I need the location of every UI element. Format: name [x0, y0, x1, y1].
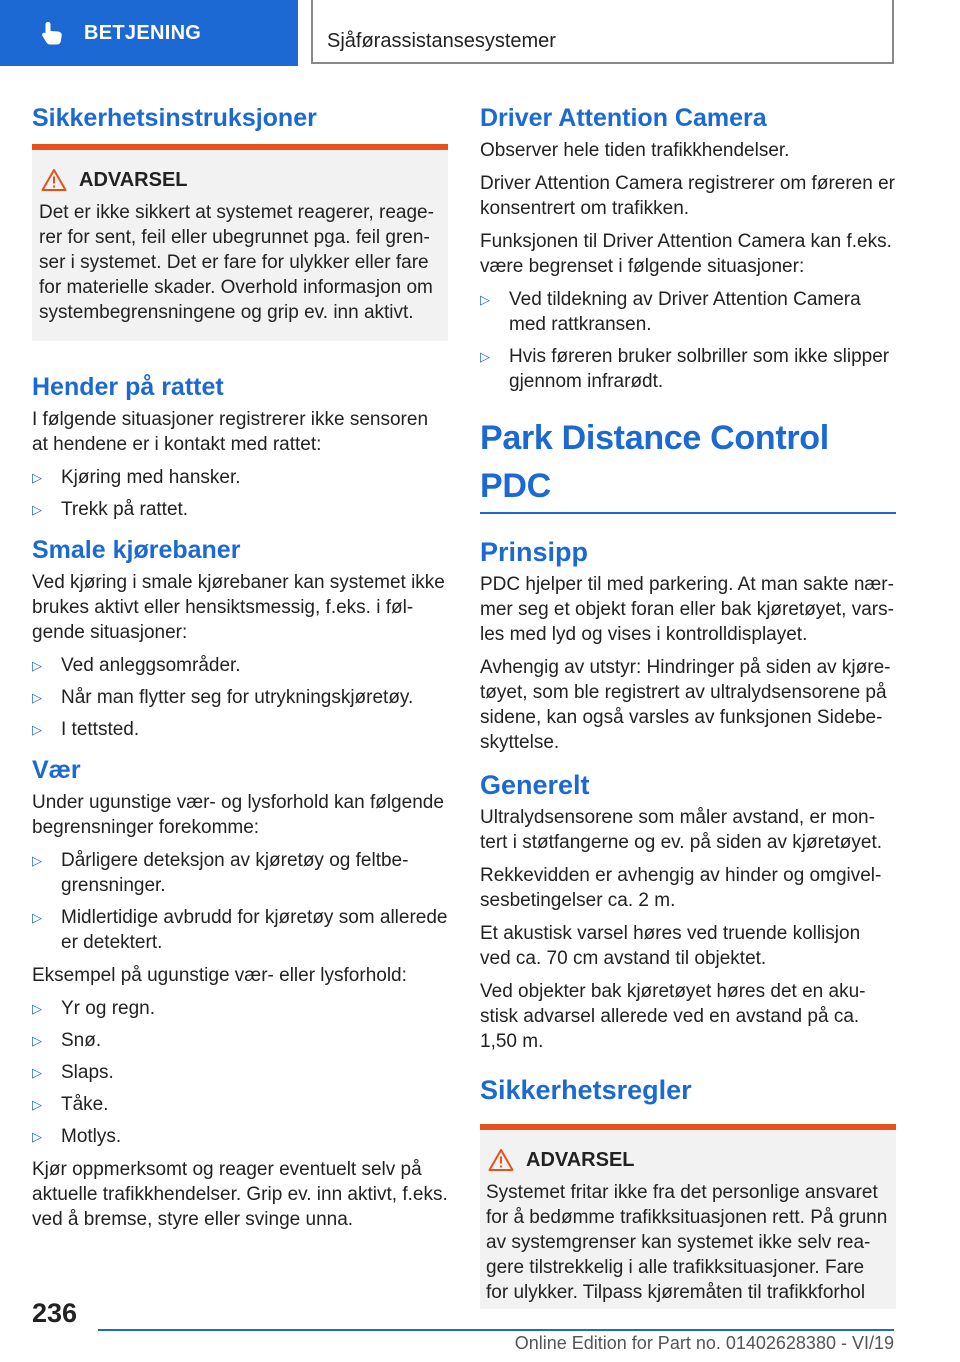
edition-info: Online Edition for Part no. 01402628380 - VI/19	[514, 1333, 894, 1353]
list-item: ▷ Hvis føreren bruker solbriller som ikke slipper gjennom infrarødt.	[480, 346, 890, 392]
right-column	[480, 98, 896, 1309]
heading-hands-on-wheel: Hender på rattet	[32, 373, 224, 401]
warning-title: ADVARSEL	[526, 1148, 635, 1171]
bullet-triangle-icon: ▷	[32, 1065, 42, 1080]
footer-divider	[98, 1329, 894, 1331]
bullet-triangle-icon: ▷	[32, 502, 42, 517]
camera-text-1: Observer hele tiden trafikkhendelser.	[480, 140, 790, 161]
chapter-title: Sjåførassistansesystemer	[327, 30, 556, 52]
left-column	[32, 98, 448, 1240]
list-item: ▷ Når man flytter seg for utrykningskjøretøy.	[32, 687, 414, 708]
warning-box	[480, 1124, 896, 1309]
hands-list	[32, 465, 448, 522]
list-item: ▷ Dårligere deteksjon av kjøretøy og feltbegrensninger.	[32, 850, 409, 896]
narrow-text: Ved kjøring i smale kjørebaner kan systemet ikke brukes aktivt eller hensiktsmessig, f.eks. i følgende situasjoner:	[32, 572, 445, 643]
bullet-triangle-icon: ▷	[32, 658, 42, 673]
weather-list	[32, 848, 448, 955]
general-text-3: Et akustisk varsel høres ved truende kollisjon ved ca. 70 cm avstand til objektet.	[480, 923, 861, 969]
example-list	[32, 996, 448, 1149]
bullet-triangle-icon: ▷	[480, 349, 490, 364]
general-text-1: Ultralydsensorene som måler avstand, er montert i støtfangerne og ev. på siden av kjøretøyet.	[480, 807, 882, 853]
camera-text-3: Funksjonen til Driver Attention Camera kan f.eks. være begrenset i følgende situasjoner:	[480, 231, 892, 277]
hand-pointer-icon	[38, 19, 66, 47]
list-item: ▷ Snø.	[32, 1030, 102, 1051]
camera-text-2: Driver Attention Camera registrerer om føreren er konsentrert om trafikken.	[480, 173, 895, 219]
heading-general: Generelt	[480, 770, 590, 800]
principle-text-2: Avhengig av utstyr: Hindringer på siden av kjøretøyet, som ble registrert av ultralydsensorene på sidene, kan også varsles av funksjonen Sidebeskyttelse.	[480, 657, 891, 753]
bullet-triangle-icon: ▷	[480, 292, 490, 307]
list-item: ▷ Motlys.	[32, 1126, 122, 1147]
warning-title: ADVARSEL	[79, 168, 188, 191]
section-tab[interactable]	[0, 0, 298, 66]
list-item: ▷ Slaps.	[32, 1062, 114, 1083]
section-label: BETJENING	[84, 21, 202, 44]
bullet-triangle-icon: ▷	[32, 690, 42, 705]
page-header	[0, 0, 960, 66]
bullet-triangle-icon: ▷	[32, 1097, 42, 1112]
heading-safety-instructions: Sikkerhetsinstruksjoner	[32, 104, 317, 132]
warning-box	[32, 144, 448, 341]
warning-triangle-icon	[488, 1148, 514, 1172]
bullet-triangle-icon: ▷	[32, 1001, 42, 1016]
list-item: ▷ Midlertidige avbrudd for kjøretøy som allerede er detektert.	[32, 907, 448, 953]
camera-list	[480, 287, 896, 394]
example-text: Eksempel på ugunstige vær- eller lysforhold:	[32, 965, 407, 986]
list-item: ▷ Kjøring med hansker.	[32, 467, 241, 488]
heading-narrow-lanes: Smale kjørebaner	[32, 536, 241, 564]
list-item: ▷ Tåke.	[32, 1094, 109, 1115]
warning-text: Systemet fritar ikke fra det personlige ansvaret for å bedømme trafikksituasjonen rett. På grunn av systemgrenser kan systemet ikke selv reagere tilstrekkelig i alle trafikksituasjoner. Fare for ulykker. Tilpass kjøremåten til trafikkforhol	[486, 1182, 888, 1303]
heading-weather: Vær	[32, 756, 81, 784]
hands-text: I følgende situasjoner registrerer ikke sensoren at hendene er i kontakt med rattet:	[32, 409, 429, 455]
bullet-triangle-icon: ▷	[32, 1033, 42, 1048]
closing-text: Kjør oppmerksomt og reager eventuelt selv på aktuelle trafikkhendelser. Grip ev. inn aktivt, f.eks. ved å bremse, styre eller svinge unna.	[32, 1159, 448, 1230]
weather-text: Under ugunstige vær- og lysforhold kan følgende begrensninger forekomme:	[32, 792, 444, 838]
list-item: ▷ Trekk på rattet.	[32, 499, 189, 520]
bullet-triangle-icon: ▷	[32, 853, 42, 868]
list-item: ▷ Yr og regn.	[32, 998, 155, 1019]
general-text-4: Ved objekter bak kjøretøyet høres det en akustisk advarsel allerede ved en avstand på ca. 1,50 m.	[480, 981, 866, 1052]
list-item: ▷ Ved anleggsområder.	[32, 655, 241, 676]
narrow-list	[32, 653, 448, 742]
warning-triangle-icon	[41, 168, 67, 192]
list-item: ▷ I tettsted.	[32, 719, 140, 740]
bullet-triangle-icon: ▷	[32, 470, 42, 485]
heading-principle: Prinsipp	[480, 537, 589, 567]
warning-text: Det er ikke sikkert at systemet reagerer, reagerer for sent, feil eller ubegrunnet pga. feil grenser i systemet. Det er fare for ulykker eller fare for materielle skader. Overhold informasjon om systembegrensningene og grip ev. inn aktivt.	[39, 202, 434, 323]
heading-safety-rules: Sikkerhetsregler	[480, 1075, 692, 1105]
page-number: 236	[32, 1298, 78, 1328]
bullet-triangle-icon: ▷	[32, 910, 42, 925]
list-item: ▷ Ved tildekning av Driver Attention Camera med rattkransen.	[480, 289, 861, 335]
heading-driver-attention-camera: Driver Attention Camera	[480, 104, 767, 132]
principle-text-1: PDC hjelper til med parkering. At man sakte nærmer seg et objekt foran eller bak kjøretøyet, varsles med lyd og vises i kontrolldisplayet.	[480, 574, 894, 645]
chapter-tab	[311, 0, 894, 64]
chapter-heading-pdc: Park Distance Control PDC	[480, 414, 896, 514]
bullet-triangle-icon: ▷	[32, 722, 42, 737]
bullet-triangle-icon: ▷	[32, 1129, 42, 1144]
general-text-2: Rekkevidden er avhengig av hinder og omgivelsesbetingelser ca. 2 m.	[480, 865, 882, 911]
